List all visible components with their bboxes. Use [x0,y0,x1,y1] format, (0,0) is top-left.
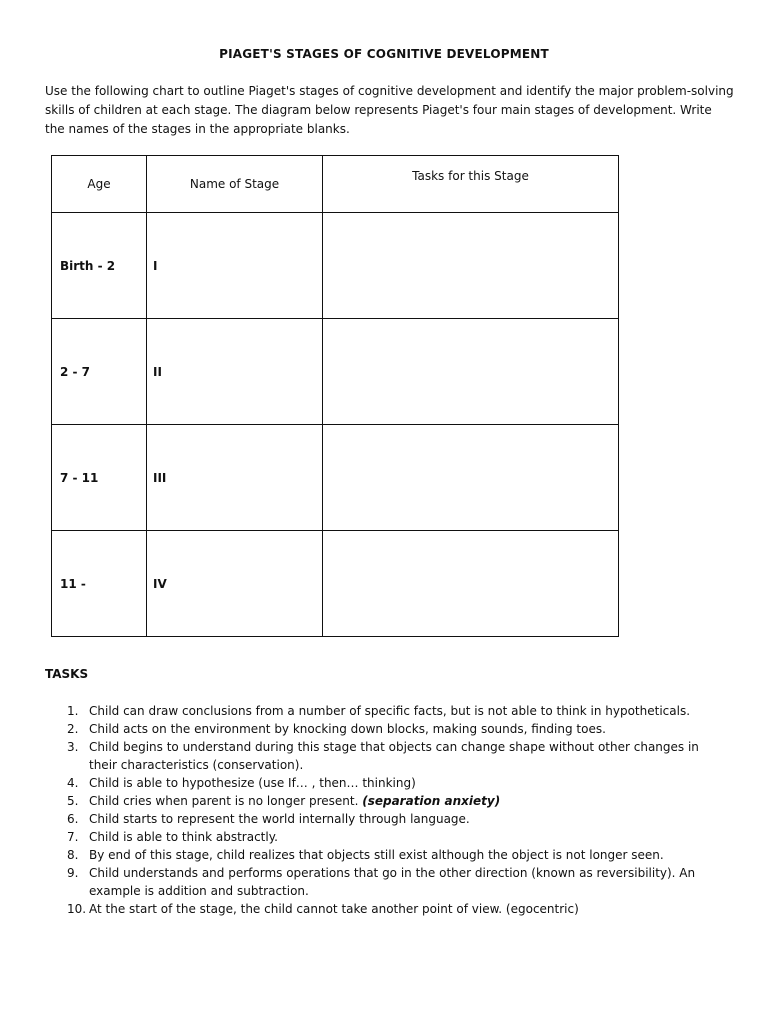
age-cell: 7 - 11 [52,425,147,531]
task-item [45,774,725,792]
task-list [45,702,725,918]
tasks-blank-cell[interactable] [323,531,619,637]
task-number: 5. [67,794,79,808]
task-item [45,846,725,864]
task-item [45,720,725,738]
stage-number-cell: I [147,213,323,319]
intro-line: the names of the stages in the appropriate blanks. [45,122,350,136]
task-item [45,702,725,720]
task-text: Child can draw conclusions from a number of specific facts, but is not able to think in hypotheticals. [89,704,691,718]
task-item [45,828,725,846]
tasks-column-header: Tasks for this Stage [323,156,619,213]
task-emphasis: (separation anxiety) [362,794,501,808]
task-text: Child begins to understand during this stage that objects can change shape without other changes in their characteristics (conservation). [89,740,699,772]
age-cell: 11 - [52,531,147,637]
stage-number-cell: III [147,425,323,531]
task-text: By end of this stage, child realizes that objects still exist although the object is not longer seen. [89,848,664,862]
task-number: 4. [67,776,79,790]
task-text: Child understands and performs operations that go in the other direction (known as reversibility). An example is addition and subtraction. [89,866,696,898]
stage-number-cell: IV [147,531,323,637]
task-number: 7. [67,830,79,844]
stage-name-column-header: Name of Stage [147,156,323,213]
task-item [45,864,725,900]
intro-line: skills of children at each stage. The diagram below represents Piaget's four main stages of development. Write [45,103,712,117]
task-text: Child is able to think abstractly. [89,830,278,844]
task-item [45,738,725,774]
stage-number-cell: II [147,319,323,425]
tasks-heading: TASKS [45,667,89,681]
age-cell: Birth - 2 [52,213,147,319]
task-text: Child acts on the environment by knocking down blocks, making sounds, finding toes. [89,722,606,736]
stage-row [52,213,619,319]
task-item [45,900,725,918]
task-item [45,810,725,828]
task-item [45,792,725,810]
tasks-blank-cell[interactable] [323,213,619,319]
task-text: Child starts to represent the world internally through language. [89,812,470,826]
intro-line: Use the following chart to outline Piaget's stages of cognitive development and identify the major problem-solving [45,84,734,98]
stage-row [52,319,619,425]
task-number: 9. [67,866,79,880]
task-number: 6. [67,812,79,826]
task-number: 3. [67,740,79,754]
stages-chart [51,155,619,637]
age-cell: 2 - 7 [52,319,147,425]
task-number: 8. [67,848,79,862]
tasks-blank-cell[interactable] [323,425,619,531]
task-text: Child cries when parent is no longer present. [89,794,363,808]
document-title: PIAGET'S STAGES OF COGNITIVE DEVELOPMENT [219,47,549,61]
task-text: At the start of the stage, the child cannot take another point of view. (egocentric) [89,902,579,916]
intro-paragraph [45,82,735,139]
task-text: Child is able to hypothesize (use If… , then… thinking) [89,776,416,790]
task-number: 2. [67,722,79,736]
task-number: 1. [67,704,79,718]
age-column-header: Age [52,156,147,213]
stage-row [52,531,619,637]
chart-header-row [52,156,619,213]
task-number: 10. [67,902,87,916]
tasks-blank-cell[interactable] [323,319,619,425]
stage-row [52,425,619,531]
